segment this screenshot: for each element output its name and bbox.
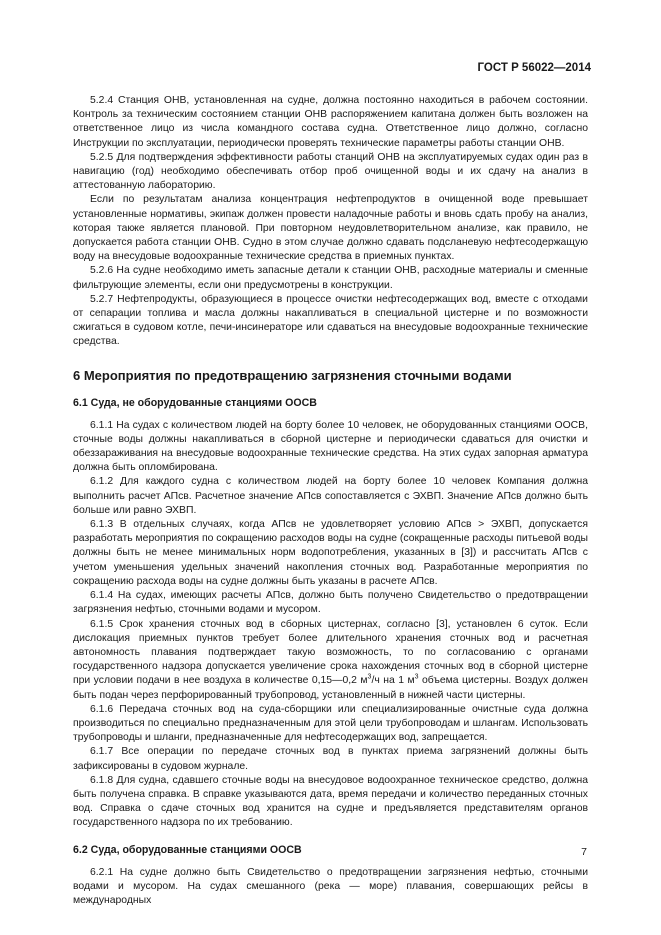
- paragraph-5-2-5: 5.2.5 Для подтверждения эффективности работы станций ОНВ на эксплуатируемых судах один раз в навигацию (год) необходимо обеспечивать отбор проб очищенной воды и их сдачу на анализ в аттестованную лабораторию.: [73, 151, 588, 192]
- paragraph-6-1-5-part-a: 6.1.5 Срок хранения сточных вод в сборных цистернах, согласно [3], установлен 6 суток. Если дислокация приемных пунктов требует более длительного хранения сточных вод и расчетная автономность плавания подтверждает такую возможность, то по согласованию с органами государственного надзора допускается увеличение срока нахождения сточных вод в сборной цистерне при условии подачи в нее воздуха в количестве 0,15—0,2 м: [73, 618, 588, 687]
- paragraph-6-1-3: 6.1.3 В отдельных случаях, когда АПсв не удовлетворяет условию АПсв > ЭХВП, допускается разработать мероприятия по сокращению расходов воды на судне (сокращенные расходы питьевой воды должны быть не менее минимальных норм водопотребления, указанных в [3]) и рассчитать АПсв с учетом уменьшения удельных значений накопления сточных вод. Разработанные мероприятия по сокращению расхода воды на судне должны быть указаны в расчете АПсв.: [73, 519, 588, 587]
- document-header: ГОСТ Р 56022—2014: [477, 62, 591, 74]
- paragraph-6-1-6: 6.1.6 Передача сточных вод на суда-сборщики или специализированные очистные суда должна производиться по специально предназначенным для этой цели трубопроводам и шлангам. Использовать трубопроводы и шланги, предназначенные для нефтесодержащих вод, запрещается.: [73, 703, 588, 744]
- paragraph-6-1-5: [73, 618, 588, 703]
- paragraph-6-2-1: 6.2.1 На судне должно быть Свидетельство о предотвращении загрязнения нефтью, сточными водами и мусором. На судах смешанного (река — море) плавания, совершающих рейсы в международных: [73, 866, 588, 906]
- subsection-6-2-heading: 6.2 Суда, оборудованные станциями ООСВ: [73, 843, 302, 856]
- paragraph-5-2-5-cont: Если по результатам анализа концентрация нефтепродуктов в очищенной воде превышает установленные нормативы, экипаж должен провести наладочные работы и вновь сдать пробу на анализ, которая также является плановой. При повторном неудовлетворительном анализе, как правило, не допускается работа станции ОНВ. Судно в этом случае должно сдавать подсланевую нефтесодержащую воду на внесудовые водоохранные технические средства в приемных пунктах.: [73, 194, 588, 263]
- paragraph-5-2-4: 5.2.4 Станция ОНВ, установленная на судне, должна постоянно находиться в рабочем состоянии. Контроль за техническим состоянием станции ОНВ распоряжением капитана должен быть возложен на ответственное лицо из числа командного состава судна. Ответственное лицо должно, согласно Инструкции по эксплуатации, периодически проверять технические параметры работы станции ОНВ.: [73, 95, 588, 149]
- paragraph-6-1-4: 6.1.4 На судах, имеющих расчеты АПсв, должно быть получено Свидетельство о предотвращении загрязнения нефтью, сточными водами и мусором.: [73, 590, 588, 616]
- paragraph-6-1-5-part-c: объема цистерны. Воздух должен быть подан через перфорированный трубопровод, установленный в нижней части цистерны.: [73, 675, 588, 701]
- paragraph-5-2-6: 5.2.6 На судне необходимо иметь запасные детали к станции ОНВ, расходные материалы и сменные фильтрующие элементы, если они предусмотрены в конструкции.: [73, 265, 588, 291]
- page-number: 7: [581, 846, 587, 858]
- subsection-6-1-heading: 6.1 Суда, не оборудованные станциями ООСВ: [73, 396, 317, 409]
- paragraph-6-1-7: 6.1.7 Все операции по передаче сточных вод в пунктах приема загрязнений должны быть зафиксированы в судовом журнале.: [73, 746, 588, 772]
- superscript-cubic: 3: [367, 673, 372, 681]
- paragraph-6-1-5-part-b: /ч на 1 м: [371, 675, 415, 687]
- page-content: [73, 94, 588, 908]
- section-6-heading: 6 Мероприятия по предотвращению загрязнения сточными водами: [73, 367, 512, 383]
- paragraph-6-1-2: 6.1.2 Для каждого судна с количеством людей на борту более 10 человек Компания должна выполнить расчет АПсв. Расчетное значение АПсв сопоставляется с ЭХВП. Значение АПсв должно быть больше или равно ЭХВП.: [73, 476, 588, 516]
- paragraph-5-2-7: 5.2.7 Нефтепродукты, образующиеся в процессе очистки нефтесодержащих вод, вместе с отходами от сепарации топлива и масла должны накапливаться в специальной цистерне и по возможности сжигаться в судовом котле, печи-инсинераторе или сдаваться на внесудовые водоохранные технические средства.: [73, 293, 588, 348]
- superscript-cubic-2: 3: [414, 673, 419, 681]
- paragraph-6-1-1: 6.1.1 На судах с количеством людей на борту более 10 человек, не оборудованных станциями ООСВ, сточные воды должны накапливаться в сборной цистерне и периодически сдаваться для очистки и обеззараживания на внесудовые водоохранные технические средства. На этих судах запорная арматура должна быть опломбирована.: [73, 419, 588, 474]
- paragraph-6-1-8: 6.1.8 Для судна, сдавшего сточные воды на внесудовое водоохранное техническое средство, должна быть получена справка. В справке указываются дата, время передачи и количество переданных сточных вод. Справка о сдаче сточных вод хранится на судне и предъявляется представителям органов государственного надзора по их требованию.: [73, 774, 588, 829]
